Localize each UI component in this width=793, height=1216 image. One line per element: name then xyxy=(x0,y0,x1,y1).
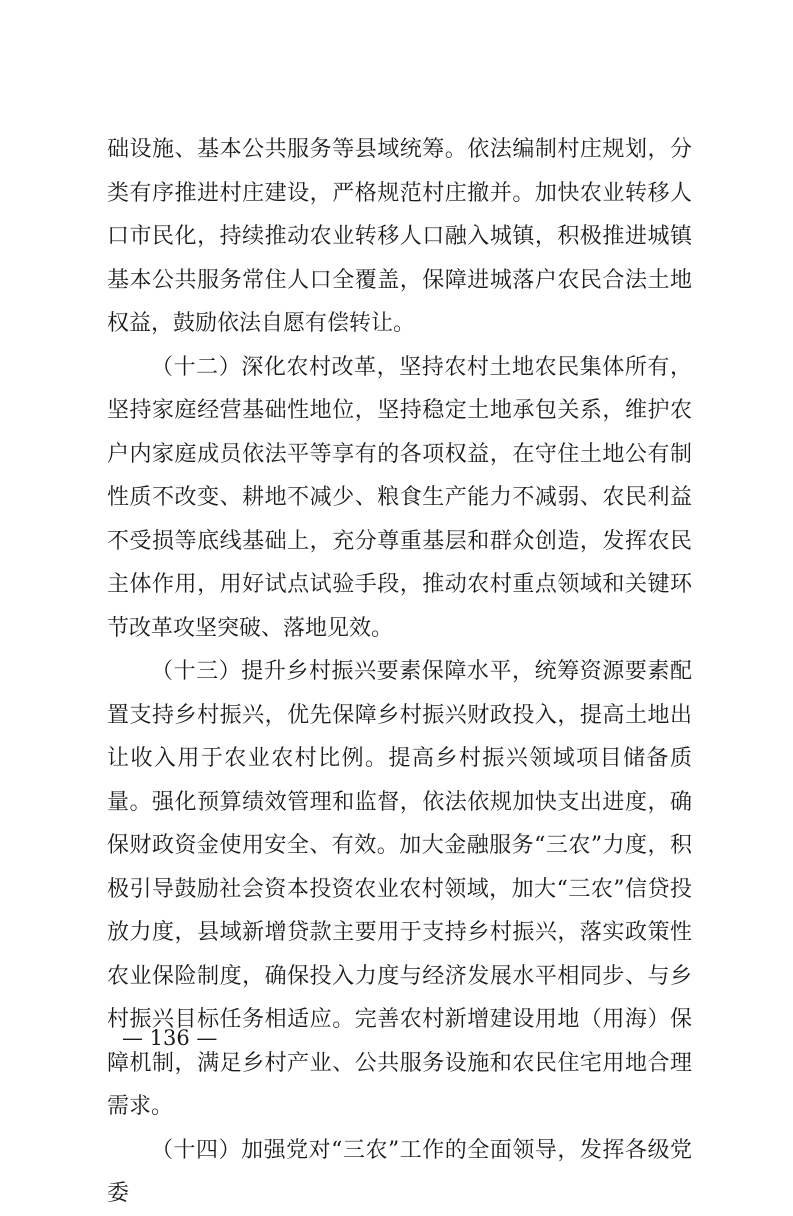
page-number: — 136 — xyxy=(122,1026,218,1050)
paragraph-fourteen: （十四）加强党对“三农”工作的全面领导，发挥各级党委 xyxy=(107,1137,692,1206)
paragraph-thirteen: （十三）提升乡村振兴要素保障水平，统筹资源要素配置支持乡村振兴，优先保障乡村振兴财政投入，提高土地出让收入用于农业农村比例。提高乡村振兴领域项目储备质量。强化预算绩效管理和监督，依法依规加快支出进度，确保财政资金使用安全、有效。加大金融服务“三农”力度，积极引导鼓励社会资本投资农业农村领域，加大“三农”信贷投放力度，县域新增贷款主要用于支持乡村振兴，落实政策性农业保险制度，确保投入力度与经济发展水平相同步、与乡村振兴目标任务相适应。完善农村新增建设用地（用海）保障机制，满足乡村产业、公共服务设施和农民住宅用地合理需求。 xyxy=(107,659,692,1119)
paragraph-twelve: （十二）深化农村改革，坚持农村土地农民集体所有，坚持家庭经营基础性地位，坚持稳定土地承包关系，维护农户内家庭成员依法平等享有的各项权益，在守住土地公有制性质不改变、耕地不减少、粮食生产能力不减弱、农民利益不受损等底线基础上，充分尊重基层和群众创造，发挥农民主体作用，用好试点试验手段，推动农村重点领域和关键环节改革攻坚突破、落地见效。 xyxy=(107,354,692,641)
paragraph-continuation: 础设施、基本公共服务等县域统筹。依法编制村庄规划，分类有序推进村庄建设，严格规范村庄撤并。加快农业转移人口市民化，持续推动农业转移人口融入城镇，积极推进城镇基本公共服务常住人口全覆盖，保障进城落户农民合法土地权益，鼓励依法自愿有偿转让。 xyxy=(107,137,692,336)
document-body xyxy=(107,128,692,1216)
